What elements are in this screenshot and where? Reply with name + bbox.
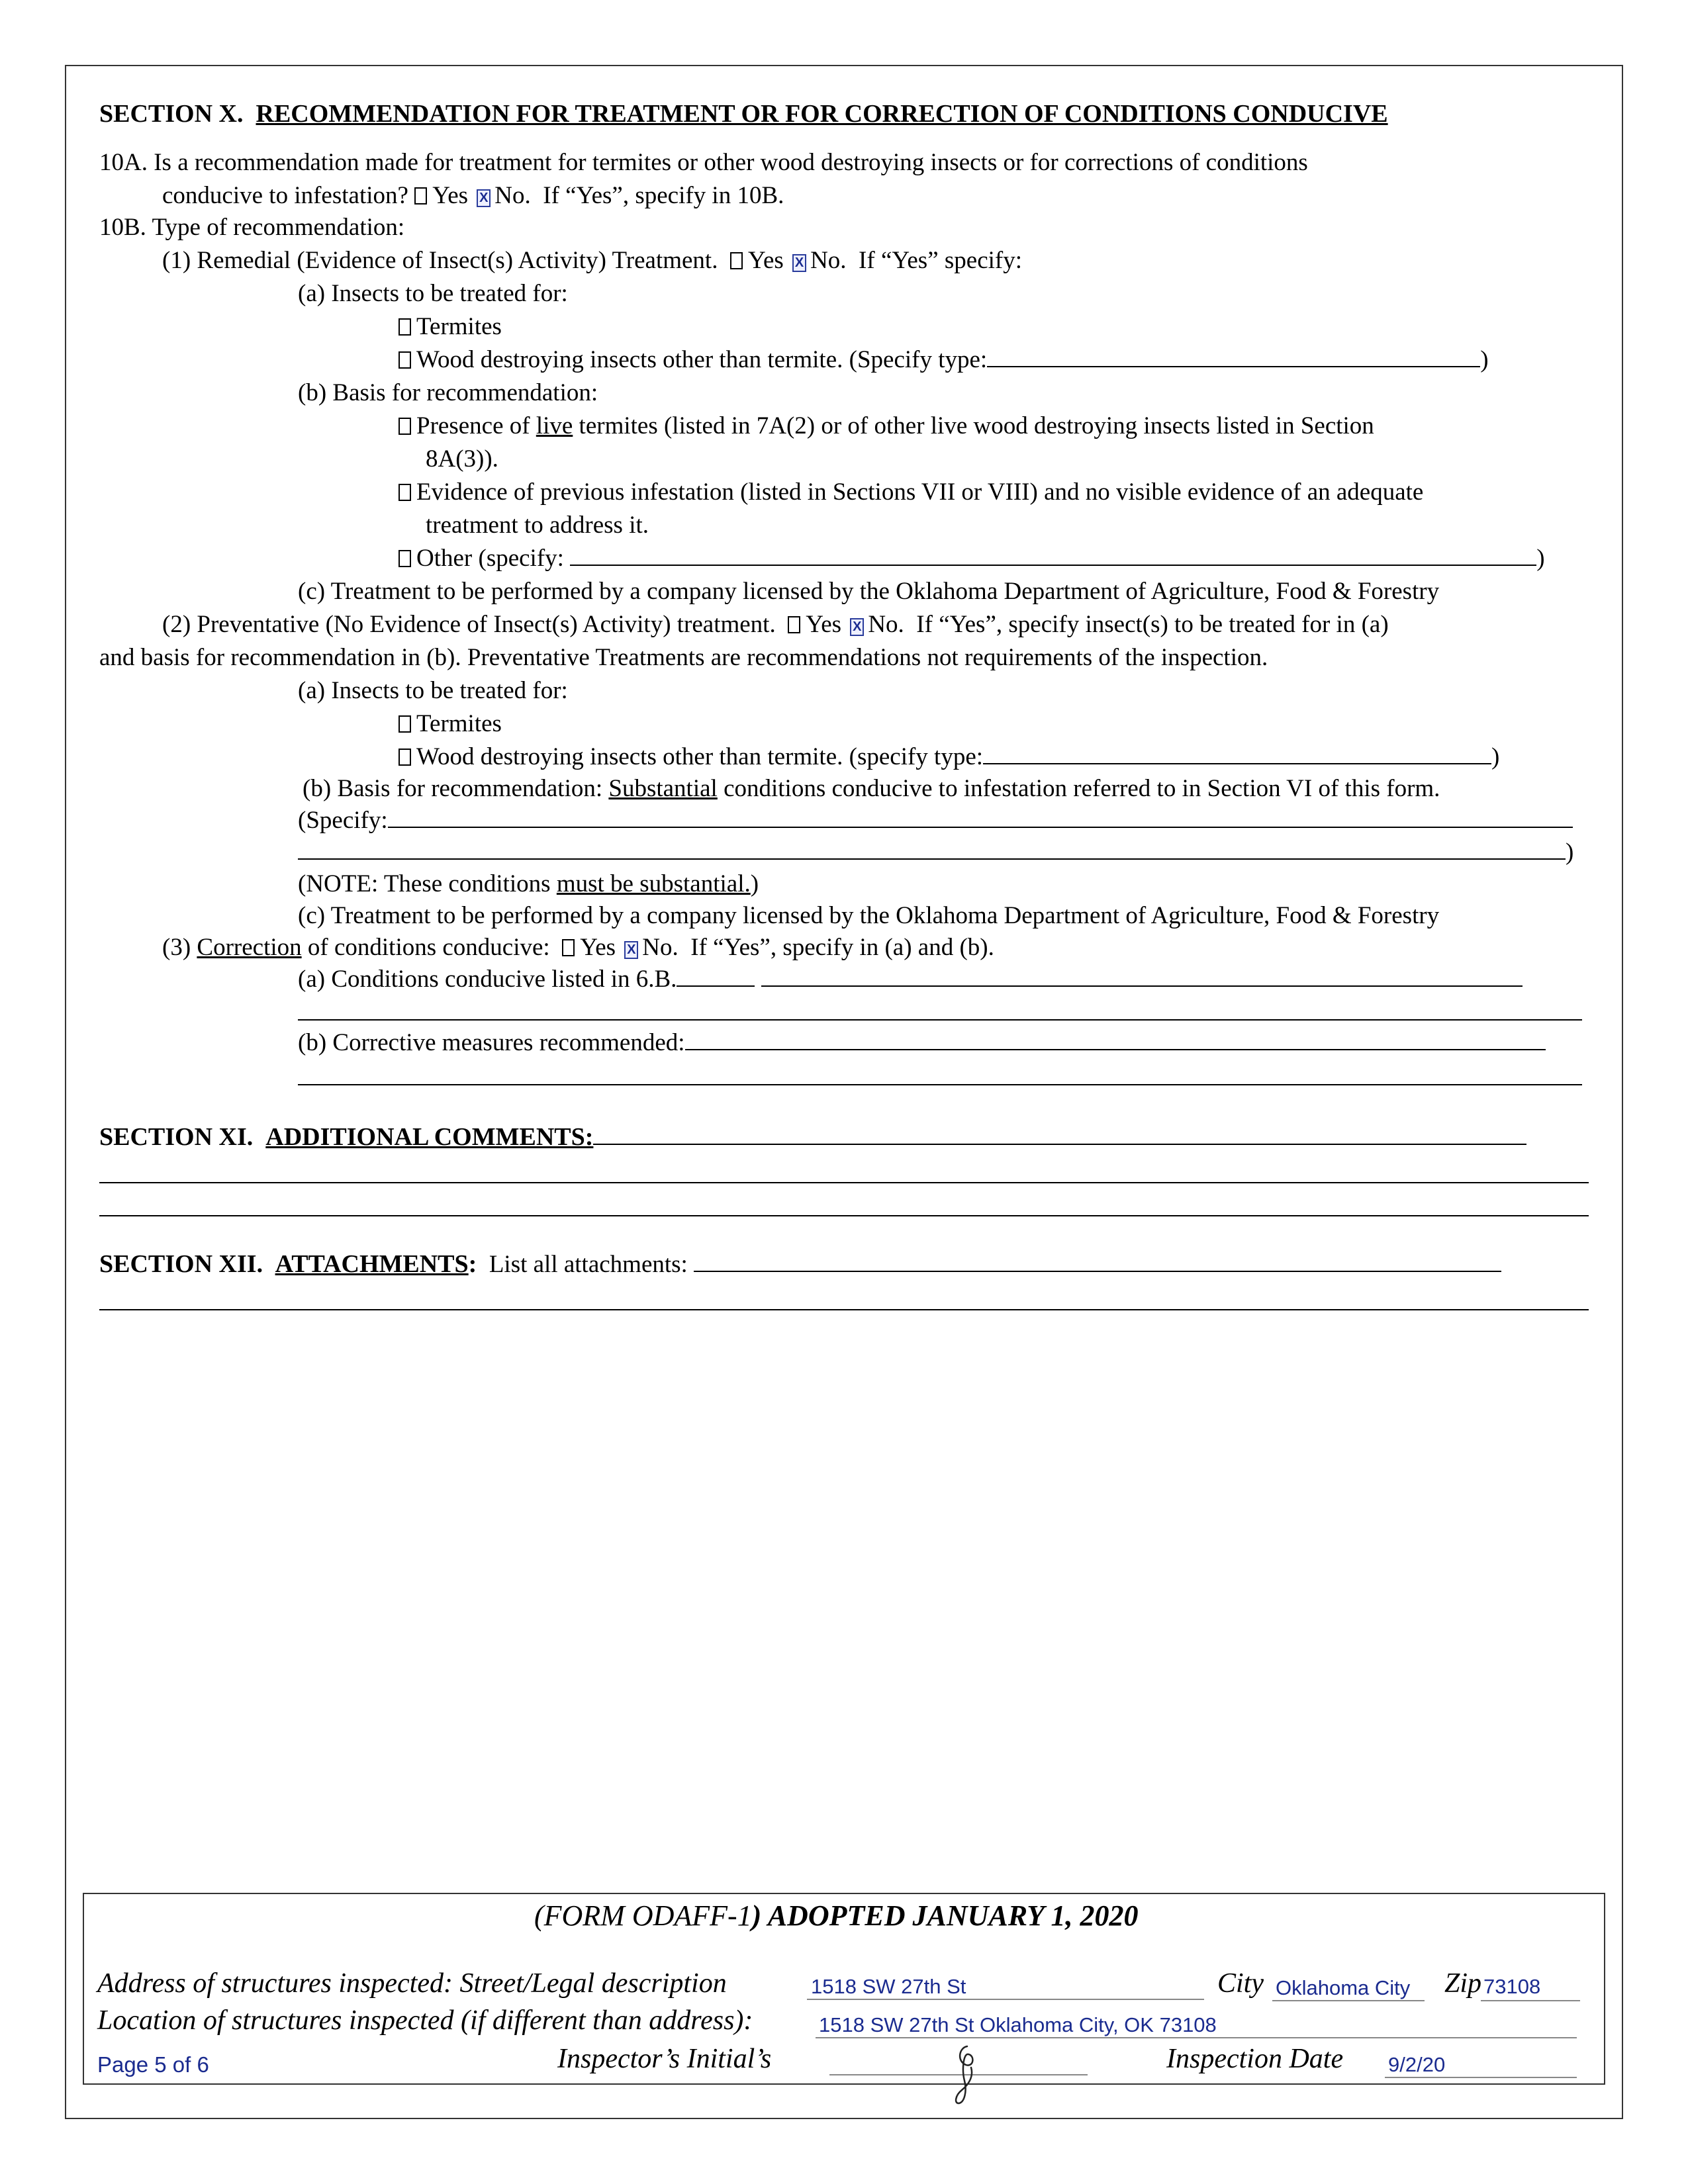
correction-no-checkbox-checked[interactable]: X <box>624 941 638 959</box>
preventative-wood-label: Wood destroying insects other than termite. (specify type: <box>416 743 984 770</box>
section-x-heading <box>99 99 1388 128</box>
previous-infestation-line2: treatment to address it. <box>426 512 649 539</box>
inspection-date-label: Inspection Date <box>1166 2044 1344 2074</box>
attachments-label: List all attachments: <box>489 1251 688 1278</box>
preventative-yes-checkbox[interactable] <box>788 616 800 633</box>
q10a-no-label: No. <box>494 182 531 209</box>
presence-text-rest: termites (listed in 7A(2) or of other live wood destroying insects listed in Section <box>573 412 1374 439</box>
remedial-termites-row <box>399 312 502 341</box>
attachments-field-2[interactable] <box>99 1309 1589 1310</box>
q10b-heading: 10B. Type of recommendation: <box>99 214 405 241</box>
preventative-termites-label: Termites <box>416 710 502 737</box>
presence-live-checkbox[interactable] <box>399 418 411 435</box>
live-underlined: live <box>536 412 573 439</box>
preventative-no-label: No. <box>868 611 904 638</box>
zip-value[interactable]: 73108 <box>1483 1975 1541 1998</box>
section-xi-title: ADDITIONAL COMMENTS: <box>265 1123 594 1151</box>
correction-row <box>162 933 994 962</box>
city-label: City <box>1217 1968 1264 1999</box>
form-footer <box>83 1893 1605 2085</box>
location-value[interactable]: 1518 SW 27th St Oklahoma City, OK 73108 <box>819 2013 1217 2036</box>
form-id: (FORM ODAFF-1 <box>534 1899 752 1932</box>
presence-live-row <box>399 412 1374 441</box>
attachments-field[interactable] <box>694 1251 1501 1272</box>
other-checkbox[interactable] <box>399 550 411 567</box>
substantial-underlined: Substantial <box>608 775 718 802</box>
comments-field-3[interactable] <box>99 1215 1589 1216</box>
paren: ) <box>750 870 759 897</box>
location-label: Location of structures inspected (if different than address): <box>97 2005 753 2036</box>
remedial-termites-label: Termites <box>416 313 502 340</box>
section-xii-heading <box>99 1250 1501 1279</box>
city-value[interactable]: Oklahoma City <box>1276 1976 1411 1999</box>
zip-underline <box>1481 2000 1580 2001</box>
remedial-a-label: (a) Insects to be treated for: <box>298 280 568 307</box>
preventative-yes-label: Yes <box>806 611 842 638</box>
correction-a-label: (a) Conditions conducive listed in 6.B. <box>298 966 677 993</box>
page-number: Page 5 of 6 <box>97 2052 209 2077</box>
remedial-label: (1) Remedial (Evidence of Insect(s) Activity) Treatment. <box>162 247 718 274</box>
correction-underlined: Correction <box>197 934 302 961</box>
city-underline <box>1272 2000 1425 2001</box>
preventative-termites-row <box>399 709 502 739</box>
preventative-b-text: conditions conducive to infestation referred to in Section VI of this form. <box>717 775 1440 802</box>
correction-instruction: If “Yes”, specify in (a) and (b). <box>690 934 994 961</box>
remedial-wood-type-field[interactable] <box>987 346 1480 367</box>
q10a-instruction: If “Yes”, specify in 10B. <box>543 182 784 209</box>
preventative-specify-row <box>298 806 1573 835</box>
preventative-row <box>162 610 1389 639</box>
correction-b-row <box>298 1028 1546 1058</box>
street-value[interactable]: 1518 SW 27th St <box>811 1975 966 1998</box>
section-xii-label: SECTION XII. <box>99 1250 263 1278</box>
correction-a-field-2[interactable] <box>298 1019 1582 1021</box>
remedial-yes-label: Yes <box>747 247 784 274</box>
correction-a-field[interactable] <box>761 966 1523 987</box>
paren: ) <box>1566 839 1574 866</box>
remedial-b-label: (b) Basis for recommendation: <box>298 379 598 406</box>
remedial-no-label: No. <box>810 247 847 274</box>
preventative-termites-checkbox[interactable] <box>399 715 411 733</box>
correction-no-label: No. <box>642 934 679 961</box>
comments-field[interactable] <box>593 1124 1526 1145</box>
form-adoption-line <box>534 1899 1139 1933</box>
preventative-specify-row2 <box>298 838 1573 867</box>
adopted-date: ) ADOPTED JANUARY 1, 2020 <box>751 1899 1139 1932</box>
preventative-wood-row <box>399 743 1499 772</box>
correction-a-row <box>298 965 1523 994</box>
correction-b-label: (b) Corrective measures recommended: <box>298 1029 685 1056</box>
correction-yes-checkbox[interactable] <box>562 939 575 956</box>
section-x-title: RECOMMENDATION FOR TREATMENT OR FOR CORRECTION OF CONDITIONS CONDUCIVE <box>256 100 1388 128</box>
preventative-b-row <box>303 774 1440 803</box>
other-specify-field[interactable] <box>570 545 1536 566</box>
previous-infestation-checkbox[interactable] <box>399 484 411 501</box>
remedial-c-label: (c) Treatment to be performed by a company licensed by the Oklahoma Department of Agriculture, Food & Forestry <box>298 578 1440 605</box>
section-xi-label: SECTION XI. <box>99 1123 254 1151</box>
q10a-text: conducive to infestation? <box>162 182 408 209</box>
presence-text: Presence of <box>416 412 536 439</box>
inspector-initials-signature <box>945 2041 991 2107</box>
colon: : <box>468 1250 477 1278</box>
preventative-label: (2) Preventative (No Evidence of Insect(s) Activity) treatment. <box>162 611 776 638</box>
date-underline <box>1385 2077 1577 2078</box>
remedial-wood-row <box>399 345 1489 375</box>
paren: ) <box>1480 346 1489 373</box>
remedial-yes-checkbox[interactable] <box>730 252 743 269</box>
remedial-row <box>162 246 1022 275</box>
initials-label: Inspector’s Initial’s <box>557 2044 772 2074</box>
remedial-instruction: If “Yes” specify: <box>859 247 1022 274</box>
preventative-no-checkbox-checked[interactable]: X <box>850 618 864 636</box>
previous-infestation-label: Evidence of previous infestation (listed in Sections VII or VIII) and no visible evidence of an adequate <box>416 478 1424 506</box>
preventative-instruction: If “Yes”, specify insect(s) to be treated for in (a) <box>916 611 1389 638</box>
q10a-yes-label: Yes <box>432 182 469 209</box>
section-xi-heading <box>99 1122 1526 1152</box>
remedial-no-checkbox-checked[interactable]: X <box>792 254 806 272</box>
previous-infestation-row <box>399 478 1423 507</box>
street-underline <box>807 1999 1204 2000</box>
preventative-a-label: (a) Insects to be treated for: <box>298 677 568 704</box>
comments-field-2[interactable] <box>99 1182 1589 1183</box>
presence-live-line2: 8A(3)). <box>426 445 498 473</box>
section-xii-title: ATTACHMENTS <box>275 1250 469 1278</box>
q10a-yes-checkbox[interactable] <box>414 187 427 205</box>
correction-a-ref-field[interactable] <box>677 966 755 987</box>
q10a-no-checkbox-checked[interactable]: X <box>477 189 491 207</box>
note-text: (NOTE: These conditions <box>298 870 557 897</box>
correction-b-field-2[interactable] <box>298 1084 1582 1085</box>
preventative-specify-field-2[interactable] <box>298 839 1566 860</box>
preventative-wood-checkbox[interactable] <box>399 749 411 766</box>
preventative-wood-type-field[interactable] <box>983 743 1491 764</box>
correction-num: (3) <box>162 934 197 961</box>
address-label: Address of structures inspected: Street/Legal description <box>97 1968 727 1999</box>
remedial-wood-label: Wood destroying insects other than termite. (Specify type: <box>416 346 988 373</box>
correction-yes-label: Yes <box>580 934 616 961</box>
paren: ) <box>1536 545 1545 572</box>
preventative-c-label: (c) Treatment to be performed by a company licensed by the Oklahoma Department of Agriculture, Food & Forestry <box>298 902 1440 929</box>
note-row <box>298 870 759 899</box>
zip-label: Zip <box>1444 1968 1482 1999</box>
preventative-line2: and basis for recommendation in (b). Preventative Treatments are recommendations not requirements of the inspection. <box>99 644 1268 671</box>
correction-text: of conditions conducive: <box>301 934 550 961</box>
section-x-label: SECTION X. <box>99 100 244 128</box>
location-underline <box>816 2037 1577 2038</box>
remedial-termites-checkbox[interactable] <box>399 318 411 336</box>
other-row <box>399 544 1545 573</box>
specify-label: (Specify: <box>298 807 388 834</box>
inspection-date-value[interactable]: 9/2/20 <box>1388 2053 1446 2076</box>
other-label: Other (specify: <box>416 545 564 572</box>
correction-b-field[interactable] <box>685 1029 1546 1050</box>
q10a-line1: 10A. Is a recommendation made for treatment for termites or other wood destroying insects or for corrections of conditions <box>99 149 1308 176</box>
preventative-b-label: (b) Basis for recommendation: <box>303 775 609 802</box>
remedial-wood-checkbox[interactable] <box>399 351 411 369</box>
preventative-specify-field[interactable] <box>388 807 1573 828</box>
paren: ) <box>1491 743 1500 770</box>
note-underlined: must be substantial. <box>556 870 751 897</box>
q10a-line2 <box>162 181 784 210</box>
